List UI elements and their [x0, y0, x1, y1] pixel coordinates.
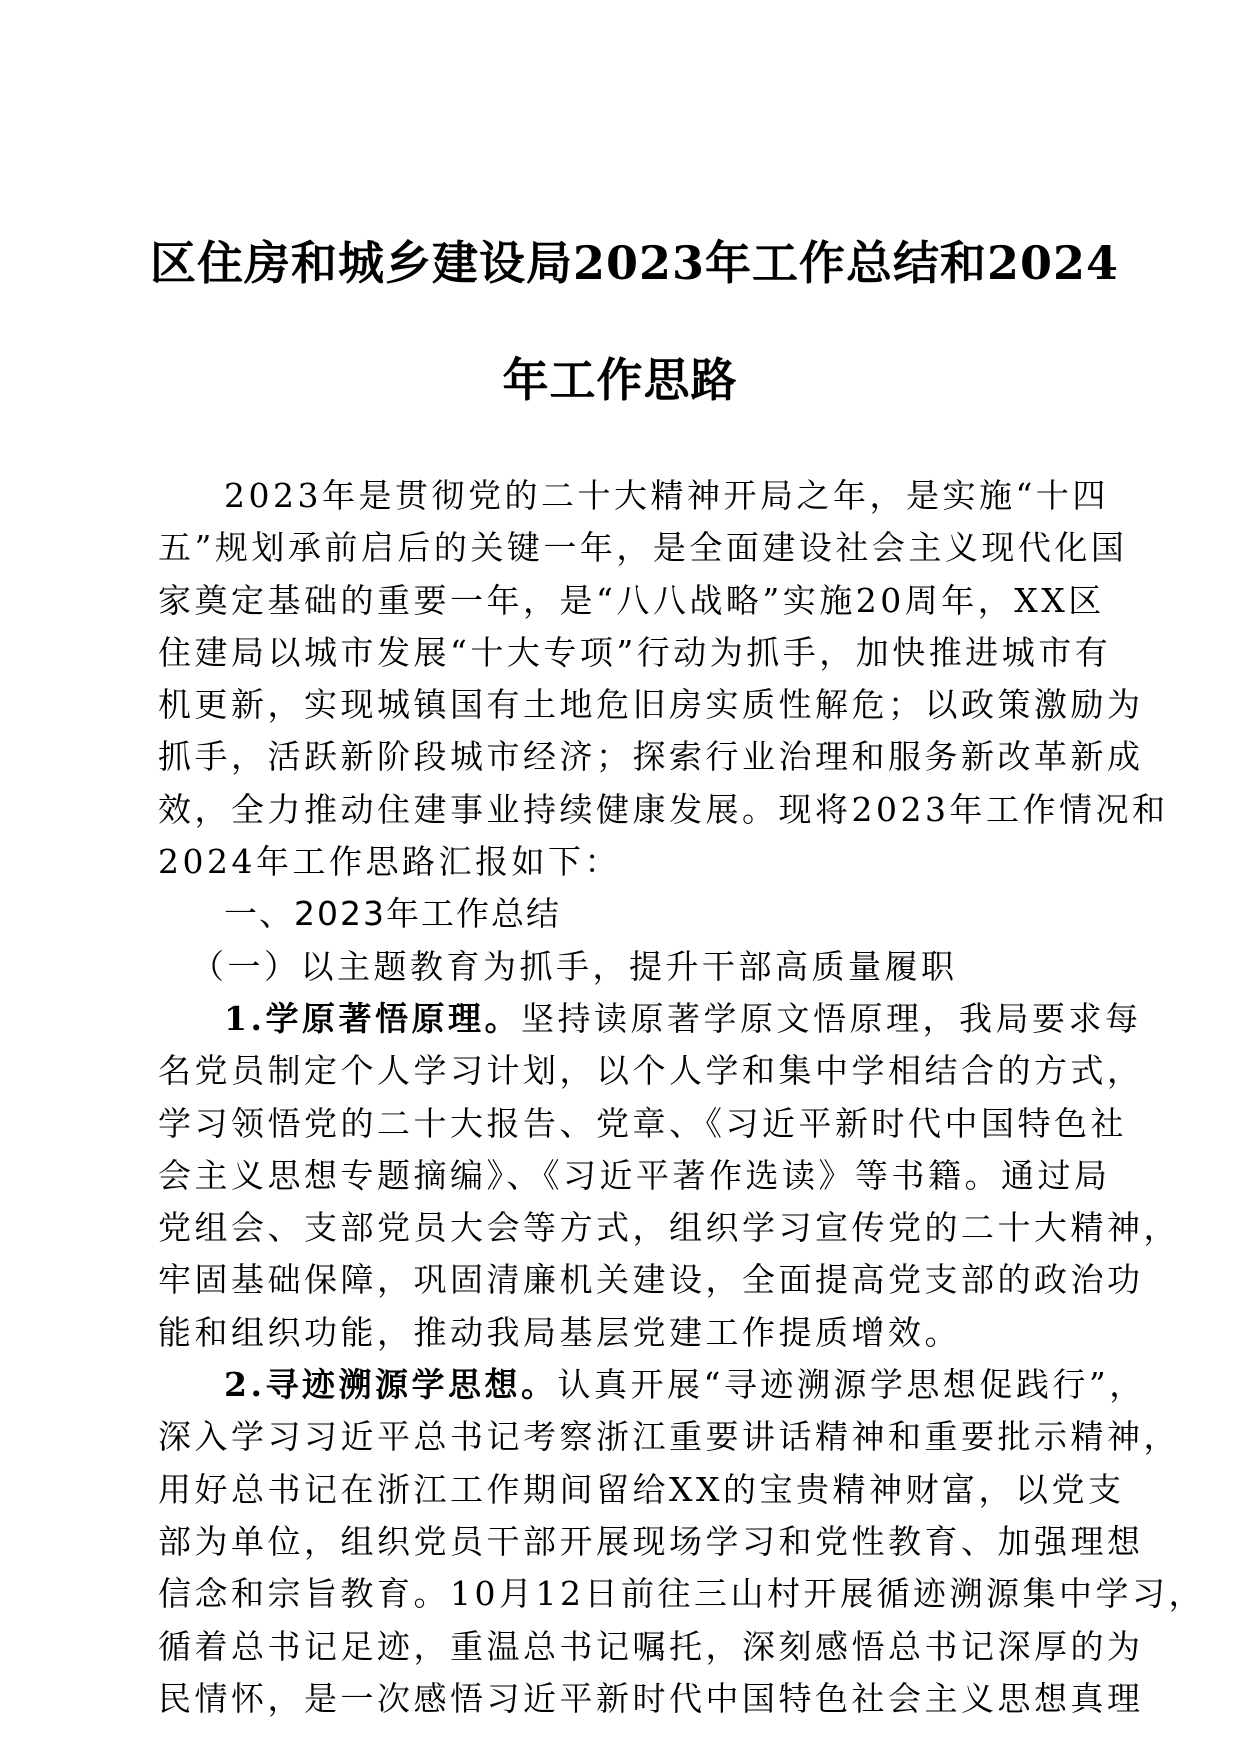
- item-2-line: 民情怀，是一次感悟习近平新时代中国特色社会主义思想真理: [158, 1678, 1144, 1718]
- item-2-line: 用好总书记在浙江工作期间留给XX的宝贵精神财富，以党支: [158, 1469, 1125, 1509]
- intro-line: 2023年是贯彻党的二十大精神开局之年，是实施“十四: [224, 476, 1109, 515]
- item-2-line: 部为单位，组织党员干部开展现场学习和党性教育、加强理想: [158, 1521, 1144, 1561]
- item-1-first-line: [158, 993, 1142, 1045]
- section-heading-1: 一、2023年工作总结: [224, 894, 561, 934]
- item-2-first-line: [158, 1359, 1146, 1411]
- intro-line: 家奠定基础的重要一年，是“八八战略”实施20周年，XX区: [158, 580, 1105, 620]
- section-heading-2: （一）以主题教育为抓手，提升干部高质量履职: [191, 946, 958, 986]
- item-1-line: 党组会、支部党员大会等方式，组织学习宣传党的二十大精神，: [158, 1208, 1180, 1248]
- item-2-line: 信念和宗旨教育。10月12日前往三山村开展循迹溯源集中学习，: [158, 1574, 1205, 1614]
- item-2-lead: 2.寻迹溯源学思想。: [224, 1365, 558, 1405]
- item-1-line: 学习领悟党的二十大报告、党章、《习近平新时代中国特色社: [158, 1103, 1127, 1143]
- intro-line: 机更新，实现城镇国有土地危旧房实质性解危；以政策激励为: [158, 685, 1144, 725]
- item-1-line: 牢固基础保障，巩固清廉机关建设，全面提高党支部的政治功: [158, 1260, 1144, 1300]
- item-1-line: 名党员制定个人学习计划，以个人学和集中学相结合的方式，: [158, 1051, 1144, 1091]
- intro-line: 效，全力推动住建事业持续健康发展。现将2023年工作情况和: [158, 789, 1169, 829]
- item-1-line: 能和组织功能，推动我局基层党建工作提质增效。: [158, 1312, 961, 1352]
- document-body: [158, 470, 1205, 1725]
- intro-line: 住建局以城市发展“十大专项”行动为抓手，加快推进城市有: [158, 632, 1112, 672]
- item-2-line: 循着总书记足迹，重温总书记嘱托，深刻感悟总书记深厚的为: [158, 1626, 1144, 1666]
- intro-line: 抓手，活跃新阶段城市经济；探索行业治理和服务新改革新成: [158, 737, 1144, 777]
- item-1-first-text: 坚持读原著学原文悟原理，我局要求每: [520, 998, 1142, 1038]
- item-1-line: 会主义思想专题摘编》、《习近平著作选读》等书籍。通过局: [158, 1155, 1111, 1195]
- item-2-line: 深入学习习近平总书记考察浙江重要讲话精神和重要批示精神，: [158, 1417, 1180, 1457]
- intro-line: 五”规划承前启后的关键一年，是全面建设社会主义现代化国: [158, 528, 1128, 568]
- document-title-line-1: 区住房和城乡建设局2023年工作总结和2024: [150, 236, 1120, 290]
- item-1-lead: 1.学原著悟原理。: [224, 998, 521, 1038]
- intro-line: 2024年工作思路汇报如下：: [158, 842, 621, 882]
- document-title-line-2: 年工作思路: [502, 353, 738, 407]
- item-2-first-text: 认真开展“寻迹溯源学思想促践行”，: [557, 1365, 1146, 1405]
